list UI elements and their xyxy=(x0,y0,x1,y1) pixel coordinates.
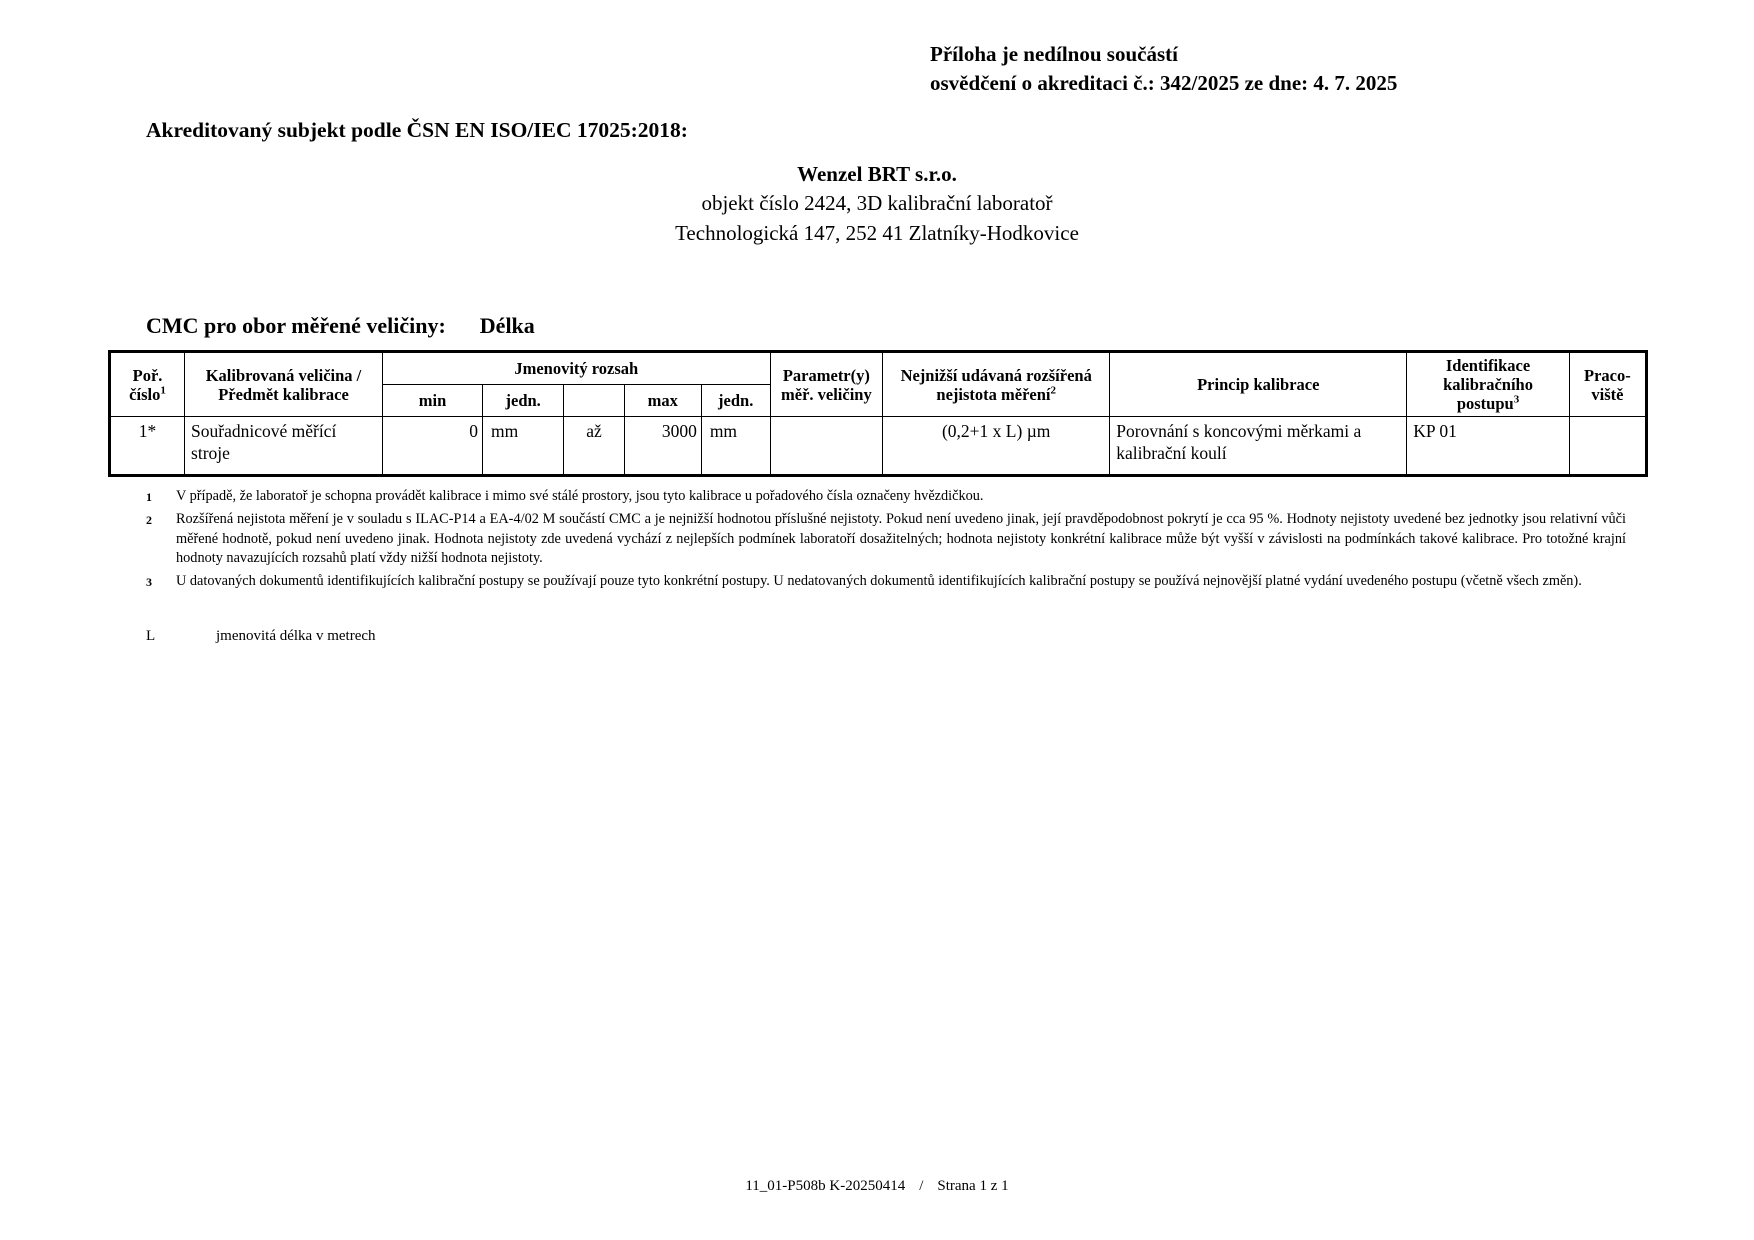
footer-separator: / xyxy=(919,1178,924,1194)
header-praco-viste xyxy=(1569,352,1646,417)
document-footer xyxy=(0,1178,1754,1195)
header-nejistota-line1: Nejnižší udávaná rozšířená xyxy=(900,365,1092,385)
header-princip-kalibrace: Princip kalibrace xyxy=(1110,352,1407,417)
organisation-block xyxy=(0,160,1754,248)
cell-range-min-unit: mm xyxy=(483,417,564,476)
accredited-subject-line: Akreditovaný subjekt podle ČSN EN ISO/IEC 17025:2018: xyxy=(146,118,688,142)
header-kalibrovana-velicina xyxy=(185,352,383,417)
header-parametry-line2: měř. veličiny xyxy=(781,384,872,404)
footnote-item xyxy=(146,487,1626,507)
header-range-min: min xyxy=(382,385,482,417)
cmc-table-head xyxy=(110,352,1647,417)
cell-range-az: až xyxy=(564,417,624,476)
cmc-table xyxy=(108,350,1648,477)
header-jmenovity-rozsah: Jmenovitý rozsah xyxy=(382,352,770,385)
header-kalibrovana-line2: Předmět kalibrace xyxy=(218,384,349,404)
document-header xyxy=(930,40,1397,98)
header-praco-line2: viště xyxy=(1591,384,1624,404)
footnote-ref-3: 3 xyxy=(1513,393,1520,406)
cell-range-max: 3000 xyxy=(624,417,701,476)
cell-princip-kalibrace xyxy=(1110,417,1407,476)
header-parametry xyxy=(770,352,883,417)
cell-nejistota: (0,2+1 x L) µm xyxy=(883,417,1110,476)
footnote-text-2: Rozšířená nejistota měření je v souladu s ILAC-P14 a EA-4/02 M součástí CMC a je nejnižší hodnotou příslušné nejistoty. Pokud není uvedeno jinak, její pravděpodobnost pokrytí je cca 95 %. Hodnoty nejistoty uvedené bez jednotky jsou relativní vůči měřené hodnotě, pokud není uvedeno jinak. Hodnota nejistoty zde uvedená vychází z nejlepších podmínek laboratoří dosažitelných; hodnota nejistoty konkrétní kalibrace může být vyšší v závislosti na podmínkách takové kalibrace. Pro totožné krajní hodnoty navazujících rozsahů platí vždy nižší hodnota nejistoty. xyxy=(176,511,1626,567)
header-identifikace-postupu xyxy=(1407,352,1570,417)
footer-doc-id: 11_01-P508b K-20250414 xyxy=(745,1178,906,1194)
footnotes-block xyxy=(146,487,1626,595)
legend-symbol: L xyxy=(146,628,156,644)
cell-predmet-kalibrace xyxy=(185,417,383,476)
footnote-item xyxy=(146,510,1626,568)
cmc-header-row-1 xyxy=(110,352,1647,385)
cell-princip-line2: kalibrační koulí xyxy=(1116,443,1227,463)
header-range-spacer xyxy=(564,385,624,417)
footnote-ref-2: 2 xyxy=(1050,384,1056,396)
footnote-text-1: V případě, že laboratoř je schopna provádět kalibrace i mimo své stálé prostory, jsou tyto kalibrace u pořadového čísla označeny hvězdičkou. xyxy=(176,488,984,504)
legend-description: jmenovitá délka v metrech xyxy=(216,628,376,644)
header-poradove-cislo xyxy=(110,352,185,417)
header-identifikace-line1: Identifikace xyxy=(1445,356,1531,375)
footnote-text-3: U datovaných dokumentů identifikujících kalibrační postupy se používají pouze tyto konkrétní postupy. U nedatovaných dokumentů identifikujících kalibrační postupy se používá nejnovější platné vydání uvedeného postupu (včetně všech změn). xyxy=(176,572,1582,589)
footnote-ref-1: 1 xyxy=(160,384,166,396)
header-identifikace-line2: kalibračního xyxy=(1443,375,1533,394)
table-row xyxy=(110,417,1647,476)
cell-poradove-cislo: 1* xyxy=(110,417,185,476)
header-line-1: Příloha je nedílnou součástí xyxy=(930,42,1178,66)
header-praco-line1: Praco- xyxy=(1584,365,1631,385)
header-poradove-cislo-line1: Poř. xyxy=(132,365,163,385)
header-nejistota xyxy=(883,352,1110,417)
symbol-legend xyxy=(146,628,376,645)
header-poradove-cislo-line2: číslo xyxy=(129,384,161,404)
cell-predmet-line1: Souřadnicové měřící xyxy=(191,421,337,441)
footnote-marker-1: 1 xyxy=(146,490,152,504)
organisation-address-line-2: Technologická 147, 252 41 Zlatníky-Hodkovice xyxy=(675,221,1079,245)
cell-princip-line1: Porovnání s koncovými měrkami a xyxy=(1116,421,1362,441)
cell-range-min: 0 xyxy=(382,417,482,476)
cmc-table-body xyxy=(110,417,1647,476)
cmc-heading-label: CMC pro obor měřené veličiny: xyxy=(146,313,446,338)
header-identifikace-line3: postupu xyxy=(1456,394,1514,413)
header-parametry-line1: Parametr(y) xyxy=(782,365,870,385)
organisation-address-line-1: objekt číslo 2424, 3D kalibrační laboratoř xyxy=(701,191,1053,215)
cell-predmet-line2: stroje xyxy=(191,443,230,463)
header-range-min-unit: jedn. xyxy=(483,385,564,417)
header-range-max-unit: jedn. xyxy=(701,385,770,417)
header-range-max: max xyxy=(624,385,701,417)
header-kalibrovana-line1: Kalibrovaná veličina / xyxy=(205,365,362,385)
cmc-heading xyxy=(146,313,535,339)
header-nejistota-line2: nejistota měření xyxy=(936,384,1051,404)
footer-page-number: Strana 1 z 1 xyxy=(937,1178,1009,1194)
cell-range-max-unit: mm xyxy=(701,417,770,476)
footnote-item xyxy=(146,572,1626,592)
cell-identifikace-postupu: KP 01 xyxy=(1407,417,1570,476)
footnote-marker-2: 2 xyxy=(146,513,152,528)
cmc-heading-value: Délka xyxy=(479,313,535,338)
cell-parametry xyxy=(770,417,883,476)
cell-praco-viste xyxy=(1569,417,1646,476)
header-line-2: osvědčení o akreditaci č.: 342/2025 ze dne: 4. 7. 2025 xyxy=(930,71,1398,95)
organisation-name: Wenzel BRT s.r.o. xyxy=(797,162,957,186)
cmc-table-container xyxy=(108,350,1648,477)
footnote-marker-3: 3 xyxy=(146,574,152,589)
